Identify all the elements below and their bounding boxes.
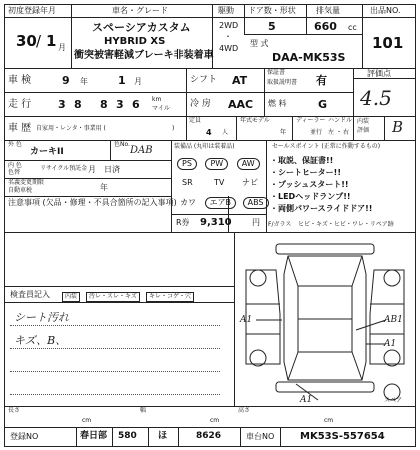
recycle-ticket-label: R券 <box>176 218 190 227</box>
notes-label: 注意事項 (欠品・修理・不具合箇所の記入事項) <box>8 198 177 207</box>
equip-sr: SR <box>182 178 193 187</box>
equip-ps: PS <box>177 158 197 170</box>
glass-label: F/ガラス <box>268 221 292 228</box>
expiry-year-unit: 年 <box>100 183 108 192</box>
wheel-front-left <box>250 270 266 286</box>
capacity-unit: 人 <box>222 129 229 136</box>
doors-label: ドア数・形状 <box>248 6 296 15</box>
car-body <box>284 256 366 380</box>
capacity-value: 4 <box>206 128 212 137</box>
mileage-digit-5: 6 <box>132 98 140 111</box>
overall-score: 4.5 <box>360 86 392 110</box>
first-registration-month: 1 <box>46 32 57 50</box>
lot-label: 出品NO. <box>370 6 401 15</box>
mileage-digit-1: 3 <box>58 98 66 111</box>
chassis-number: MK53S-557654 <box>300 431 385 442</box>
inspection-month: 1 <box>118 74 126 87</box>
wheel-front-right <box>384 270 400 286</box>
shift-label: シフト <box>190 75 218 85</box>
mileage-km-unit: km <box>152 96 162 103</box>
year-model-unit: 年 <box>280 129 287 136</box>
expiry-label: 名義変更期限 <box>8 179 45 186</box>
equip-tv: TV <box>214 178 225 187</box>
mileage-digit-4: 3 <box>116 98 124 111</box>
equip-leather: カワ <box>180 198 196 207</box>
first-registration-year: 30 <box>16 32 37 50</box>
handle-label: ハンドル <box>328 117 353 124</box>
inspector-item-dirt: 汚レ・スレ・キズ <box>86 292 140 302</box>
warranty-sub-label: 取扱説明書 <box>267 79 298 86</box>
score-label: 評価点 <box>367 69 391 78</box>
handle-right: 右 <box>343 129 350 136</box>
drive-2wd: 2WD <box>219 21 239 30</box>
mileage-label: 走 行 <box>8 99 32 110</box>
inspection-label: 車 検 <box>8 75 32 86</box>
displacement-label: 排気量 <box>316 6 340 15</box>
equip-airbag: エアB <box>205 197 237 209</box>
cc-unit: cc <box>348 23 357 32</box>
registration-kana: ほ <box>158 431 168 441</box>
glass-options: ヒビ・キズ・ヒビ・ワレ・リペア跡 <box>298 221 394 228</box>
selling-point-4: ・LEDヘッドランプ!! <box>270 192 351 201</box>
damage-mark-rear: A1 <box>300 395 313 405</box>
model-label: 車名・グレード <box>112 6 168 15</box>
recycle-value: 月 日済 <box>88 165 120 174</box>
damage-mark-right-door: AB1 <box>384 315 403 325</box>
inner-color-label: 内 色 <box>8 162 22 169</box>
model-note: 衝突被害軽減ブレーキ非装着車 <box>74 50 214 61</box>
color-code-label: 色No. <box>114 141 130 148</box>
fuel-label: 燃 料 <box>268 99 287 108</box>
selling-point-3: ・プッシュスタート!! <box>270 180 349 189</box>
lot-number: 101 <box>372 34 404 52</box>
equip-abs: ABS <box>243 197 269 209</box>
type-code: DAA-MK53S <box>272 51 346 64</box>
first-registration-label: 初度登録年月 <box>8 6 56 15</box>
length-unit: cm <box>82 417 92 424</box>
mileage-digit-3: 8 <box>100 98 108 111</box>
rear-bumper <box>276 382 374 392</box>
registration-region: 春日部 <box>80 431 108 441</box>
selling-point-2: ・シートヒーター!! <box>270 168 341 177</box>
model-name: スペーシアカスタム <box>92 21 191 34</box>
height-label: 高さ <box>238 407 251 414</box>
doors-value: 5 <box>268 20 276 33</box>
ac-label: 冷 房 <box>190 99 211 109</box>
handle-dot: ・ <box>336 129 343 136</box>
usage-options: 自家用・レンタ・事業用 ( <box>36 125 106 132</box>
recycle-ticket-value: 9,310 <box>200 217 232 228</box>
slash: / <box>36 32 42 50</box>
outer-color-value: カーキII <box>30 147 64 157</box>
equip-navi: ナビ <box>242 178 258 187</box>
handle-left: 左 <box>328 129 335 136</box>
drive-label: 駆動 <box>218 6 234 15</box>
fuel-value: G <box>318 98 328 111</box>
usage-close: ) <box>172 125 175 132</box>
recycle-label: リサイクル預託金 <box>40 165 88 172</box>
registration-label: 登録NO <box>10 432 39 441</box>
spare-label: スペア <box>384 397 403 404</box>
registration-number: 8626 <box>196 431 222 441</box>
equip-aw: AW <box>237 158 260 170</box>
mileage-mile-unit: マイル <box>152 105 170 112</box>
length-label: 長さ <box>8 407 21 414</box>
inspector-item-cuts: キレ・コゲ・穴 <box>146 292 194 302</box>
dealer-label: ディーラー <box>296 117 326 124</box>
inspection-month-unit: 月 <box>134 77 142 86</box>
inspector-note-1: シート汚れ <box>14 311 69 324</box>
expiry-sub-label: 自動車税 <box>8 187 33 194</box>
selling-point-1: ・取説、保証書!! <box>270 156 334 165</box>
recycle-ticket-unit: 円 <box>252 218 260 227</box>
drive-dot: ・ <box>224 32 232 41</box>
selling-points-label: セールスポイント (正常に作動するもの) <box>272 143 381 150</box>
year-model-label: 年式モデル <box>240 117 270 124</box>
drive-4wd: 4WD <box>219 44 239 53</box>
interior-score: B <box>392 118 404 136</box>
model-grade: HYBRID XS <box>104 36 166 47</box>
mileage-digit-2: 8 <box>74 98 82 111</box>
displacement-value: 660 <box>314 20 337 33</box>
width-unit: cm <box>210 417 220 424</box>
inspection-year-unit: 年 <box>80 77 88 86</box>
equipment-label: 装備品 (丸印は装着品) <box>174 143 235 150</box>
inspector-label: 検査員記入 <box>10 290 50 299</box>
outer-color-label: 外 色 <box>8 141 22 148</box>
inspection-year: 9 <box>62 74 70 87</box>
capacity-label: 定員 <box>189 117 202 124</box>
type-label: 型 式 <box>250 39 269 48</box>
chassis-label: 車台NO <box>246 432 275 441</box>
warranty-value: 有 <box>316 74 327 87</box>
front-bumper <box>276 244 374 254</box>
width-label: 幅 <box>140 407 147 414</box>
month-unit: 月 <box>58 43 66 52</box>
equipment-row-1 <box>177 158 260 170</box>
color-code-value: DAB <box>130 145 153 156</box>
ac-value: AAC <box>228 98 254 111</box>
interior-score-label-1: 内装 <box>357 118 370 125</box>
selling-point-5: ・両側パワースライドドア!! <box>270 204 373 213</box>
registration-class: 580 <box>118 431 137 441</box>
warranty-label: 保証書 <box>267 69 286 76</box>
damage-mark-right-rear: A1 <box>384 339 397 349</box>
color-change-label: 色替 <box>8 169 21 176</box>
equipment-row-3 <box>180 197 269 209</box>
shift-value: AT <box>232 74 248 87</box>
equip-pw: PW <box>205 158 228 170</box>
interior-score-label-2: 評価 <box>357 127 370 134</box>
dealer-value: 並行 <box>310 129 323 136</box>
inspector-item-interior: 内装 <box>62 292 80 302</box>
damage-mark-left: A1 <box>240 315 253 325</box>
height-unit: cm <box>324 417 334 424</box>
inspector-note-2: キズ、B、 <box>14 334 67 347</box>
usage-label: 車 歴 <box>8 123 32 134</box>
